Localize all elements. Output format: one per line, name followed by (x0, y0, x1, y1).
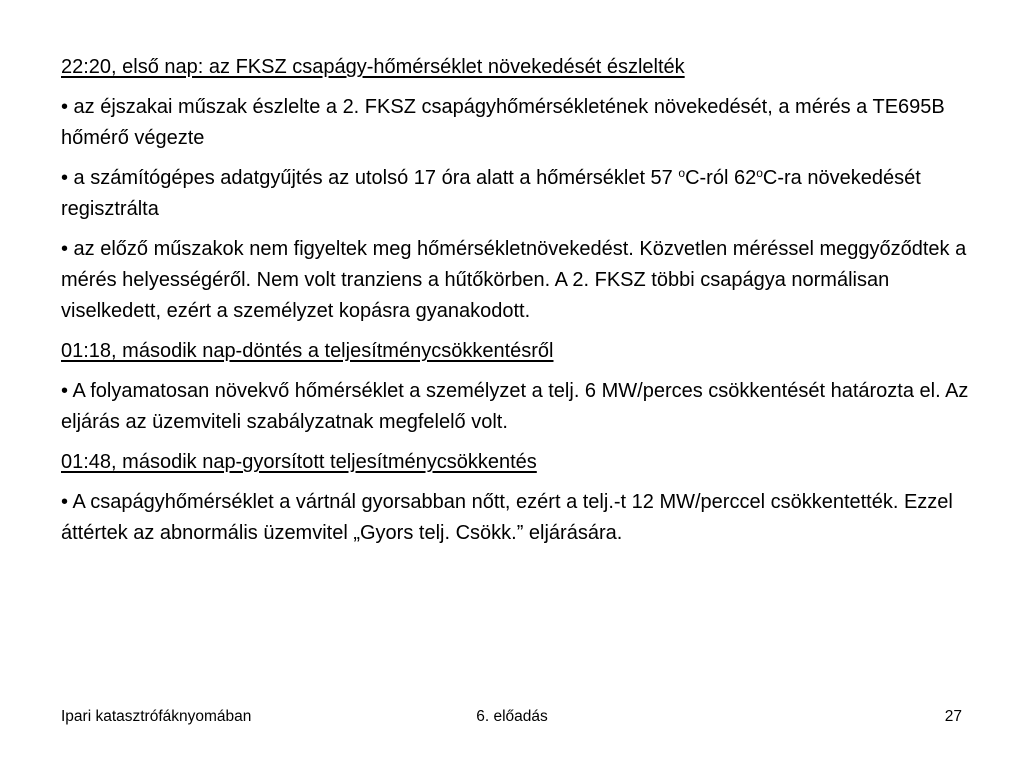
slide-content (61, 52, 971, 558)
section-heading-0118: 01:18, második nap-döntés a teljesítménycsökkentésről (61, 340, 554, 362)
bullet-data-logging-text-1: • a számítógépes adatgyűjtés az utolsó 17 óra alatt a hőmérséklet 57 (61, 167, 679, 189)
footer-page-number: 27 (944, 708, 962, 725)
section-heading-0148: 01:48, második nap-gyorsított teljesítménycsökkentés (61, 451, 537, 473)
bullet-data-logging-text-2: C-ról 62 (685, 167, 757, 189)
bullet-power-reduction: • A folyamatosan növekvő hőmérséklet a személyzet a telj. 6 MW/perces csökkentését határozta el. Az eljárás az üzemviteli szabályzatnak megfelelő volt. (61, 380, 969, 433)
degree-superscript-2: o (756, 166, 763, 180)
bullet-night-shift: • az éjszakai műszak észlelte a 2. FKSZ csapágyhőmérsékletének növekedését, a mérés a TE695B hőmérő végezte (61, 96, 945, 149)
footer-lecture: 6. előadás (476, 708, 548, 725)
degree-superscript-1: o (678, 166, 686, 180)
bullet-fast-reduction: • A csapágyhőmérséklet a vártnál gyorsabban nőtt, ezért a telj.-t 12 MW/perccel csökkentették. Ezzel áttértek az abnormális üzemvitel „Gyors telj. Csökk.” eljárására. (61, 491, 953, 544)
bullet-data-logging (61, 163, 971, 225)
bullet-data-logging-text-3: C-ra növekedését regisztrálta (61, 167, 921, 220)
footer-course-title: Ipari katasztrófáknyomában (61, 708, 252, 725)
section-heading-2220: 22:20, első nap: az FKSZ csapágy-hőmérséklet növekedését észlelték (61, 56, 685, 78)
bullet-previous-shifts: • az előző műszakok nem figyeltek meg hőmérsékletnövekedést. Közvetlen méréssel meggyőződtek a mérés helyességéről. Nem volt tranziens a hűtőkörben. A 2. FKSZ többi csapágya normálisan viselkedett, ezért a személyzet kopásra gyanakodott. (61, 238, 967, 322)
